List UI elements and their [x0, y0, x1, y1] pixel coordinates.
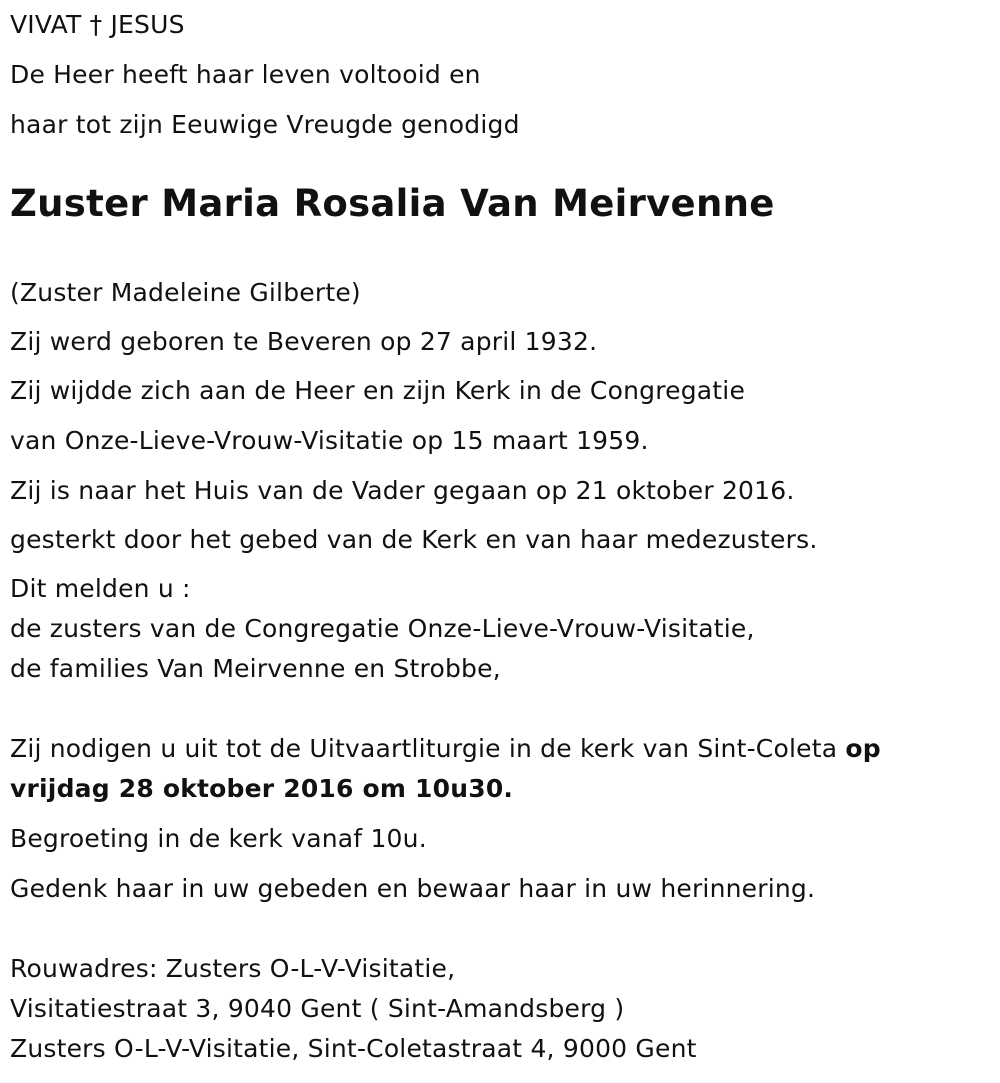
- address-line-3: Zusters O-L-V-Visitatie, Sint-Coletastraat 4, 9000 Gent: [10, 1034, 697, 1063]
- motto-vivat: VIVAT: [10, 10, 82, 39]
- funeral-date: vrijdag 28 oktober 2016 om 10u30.: [10, 774, 514, 803]
- remember-line: Gedenk haar in uw gebeden en bewaar haar in uw herinnering.: [10, 874, 816, 903]
- announcers-sisters: de zusters van de Congregatie Onze-Lieve-Vrouw-Visitatie,: [10, 614, 755, 643]
- announcers-intro: Dit melden u :: [10, 574, 191, 603]
- greeting-line: Begroeting in de kerk vanaf 10u.: [10, 824, 427, 853]
- announcers-families: de families Van Meirvenne en Strobbe,: [10, 654, 501, 683]
- motto-line: [10, 10, 185, 40]
- address-line-1: Rouwadres: Zusters O-L-V-Visitatie,: [10, 954, 456, 983]
- religious-name: (Zuster Madeleine Gilberte): [10, 278, 361, 307]
- cross-icon: †: [89, 10, 103, 39]
- address-line-2: Visitatiestraat 3, 9040 Gent ( Sint-Amandsberg ): [10, 994, 625, 1023]
- funeral-invite-line: [10, 734, 881, 764]
- intro-line-1: De Heer heeft haar leven voltooid en: [10, 60, 481, 89]
- intro-line-2: haar tot zijn Eeuwige Vreugde genodigd: [10, 110, 520, 139]
- vows-line-2: van Onze-Lieve-Vrouw-Visitatie op 15 maart 1959.: [10, 426, 649, 455]
- birth-line: Zij werd geboren te Beveren op 27 april 1932.: [10, 327, 598, 356]
- funeral-invite-text: Zij nodigen u uit tot de Uitvaartliturgie in de kerk van Sint-Coleta: [10, 734, 846, 763]
- death-line: Zij is naar het Huis van de Vader gegaan op 21 oktober 2016.: [10, 476, 795, 505]
- strengthened-line: gesterkt door het gebed van de Kerk en van haar medezusters.: [10, 525, 818, 554]
- deceased-name: Zuster Maria Rosalia Van Meirvenne: [10, 182, 775, 225]
- motto-jesus: JESUS: [110, 10, 185, 39]
- vows-line-1: Zij wijdde zich aan de Heer en zijn Kerk in de Congregatie: [10, 376, 746, 405]
- funeral-invite-op: op: [845, 734, 881, 763]
